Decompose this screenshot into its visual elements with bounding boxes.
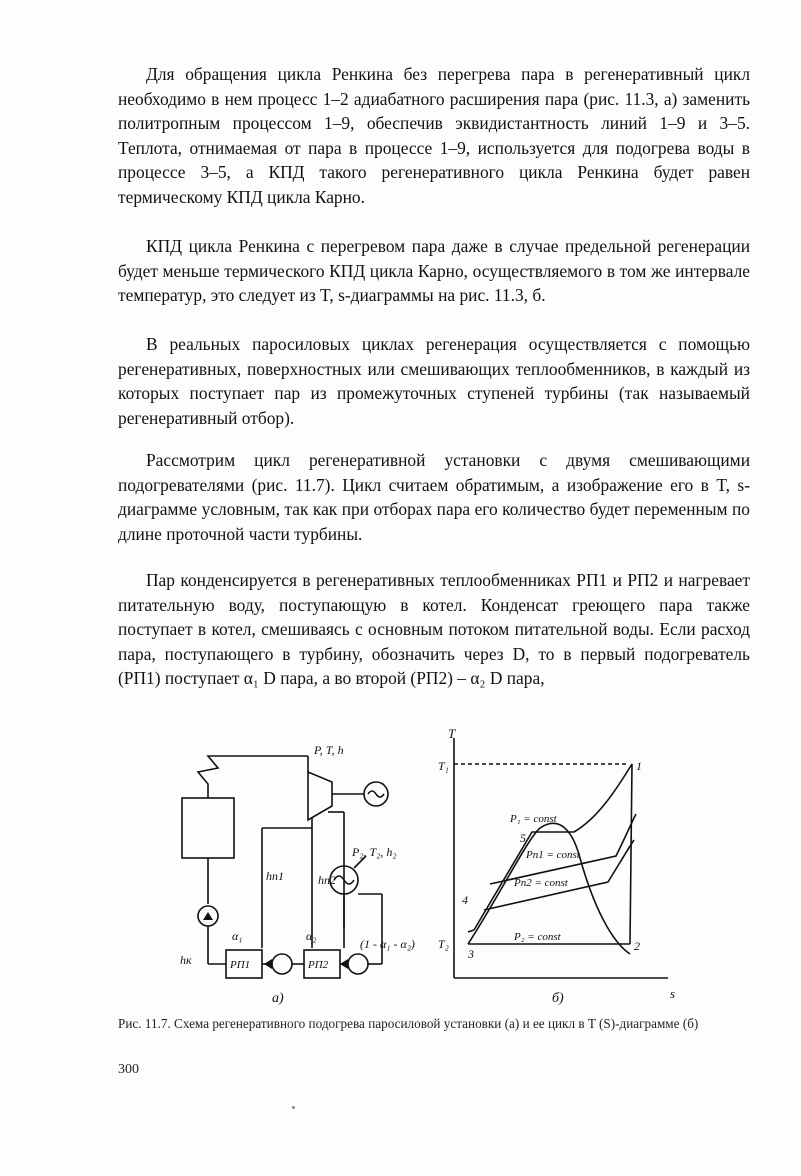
ts-pt5: 5 xyxy=(520,831,526,845)
label-rp2: РП2 xyxy=(308,959,329,971)
ts-pt2: 2 xyxy=(634,939,640,953)
label-p2-t2-h2: P₂, T₂, h₂ xyxy=(352,845,397,859)
scheme-diagram xyxy=(182,756,388,978)
ts-pn2: Pп2 = const xyxy=(514,877,568,889)
pump-3-icon xyxy=(348,954,368,974)
paragraph-2: КПД цикла Ренкина с перегревом пара даже в случае предельной регенерации будет меньше термического КПД цикла Карно, осуществляемого в том же интервале температур, это следует из T, s-диаграммы на рис. 11.3, б. xyxy=(118,236,750,306)
paragraph-5: Пар конденсируется в регенеративных теплообменниках РП1 и РП2 и нагревает питательную воду, поступающую в котел. Конденсат греющего пара также поступает в котел, смешиваясь с основным потоком питательной воды. Если расход пара, поступающего в турбину, обозначить через D, то в первый подогреватель (РП1) поступает α₁ D пара, а во второй (РП2) – α₂ D пара, xyxy=(118,570,750,689)
label-rp1: РП1 xyxy=(230,959,251,971)
label-hn2: hп2 xyxy=(318,873,336,887)
label-alpha1: α₁ xyxy=(232,929,243,943)
ts-t1: T₁ xyxy=(438,759,449,773)
ts-pt3: 3 xyxy=(468,947,474,961)
ts-pt4: 4 xyxy=(462,893,468,907)
figure-svg xyxy=(168,728,688,1010)
ts-axis-t: T xyxy=(448,728,456,741)
ts-p1: P₁ = const xyxy=(510,813,557,825)
label-hk: hк xyxy=(180,953,192,967)
label-flow: (1 - α₁ - α₂) xyxy=(360,937,415,951)
expansion-1-2 xyxy=(630,764,632,944)
scan-speck xyxy=(292,1106,295,1109)
paragraph-1: Для обращения цикла Ренкина без перегрева пара в регенеративный цикл необходимо в нем процесс 1–2 адиабатного расширения пара (рис. 11.3, а) заменить политропным процессом 1–9, обеспечив эквидистантность линий 1–9 и 3–5. Теплота, отнимаемая от пара в процессе 1–9, используется для подогрева воды в процессе 3–5, а КПД такого регенеративного цикла Ренкина будет равен термическому КПД цикла Карно. xyxy=(118,64,750,207)
pump-2-icon xyxy=(272,954,292,974)
label-hn1: hп1 xyxy=(266,869,284,883)
sublabel-a: а) xyxy=(272,991,284,1006)
isobar-p1 xyxy=(474,764,632,930)
label-alpha2: α₂ xyxy=(306,929,317,943)
page-number: 300 xyxy=(118,1062,139,1077)
ts-pn1: Pп1 = const xyxy=(526,849,580,861)
label-p-t-h: P, T, h xyxy=(314,743,344,757)
ts-p2: P₂ = const xyxy=(514,931,561,943)
ts-axis-s: s xyxy=(670,986,676,1001)
figure-caption: Рис. 11.7. Схема регенеративного подогрева паросиловой установки (а) и ее цикл в T (S)-диаграмме (б) xyxy=(118,1016,699,1031)
superheater-line xyxy=(198,756,308,798)
ts-t2: T₂ xyxy=(438,937,449,951)
boiler-box xyxy=(182,798,234,858)
paragraph-4: Рассмотрим цикл регенеративной установки с двумя смешивающими подогревателями (рис. 11.7). Цикл считаем обратимым, а изображение его в T, s-диаграмме условным, так как при отборах пара его количество будет переменным по длине проточной части турбины. xyxy=(118,450,750,544)
ts-pt1: 1 xyxy=(636,759,642,773)
paragraph-3: В реальных паросиловых циклах регенерация осуществляется с помощью регенеративных, поверхностных или смешивающих теплообменников, в каждый из которых поступает пар из промежуточных ступеней турбины (так называемый регенеративный отбор). xyxy=(118,334,750,428)
figure-11-7 xyxy=(168,728,688,1010)
sublabel-b: б) xyxy=(552,991,564,1006)
